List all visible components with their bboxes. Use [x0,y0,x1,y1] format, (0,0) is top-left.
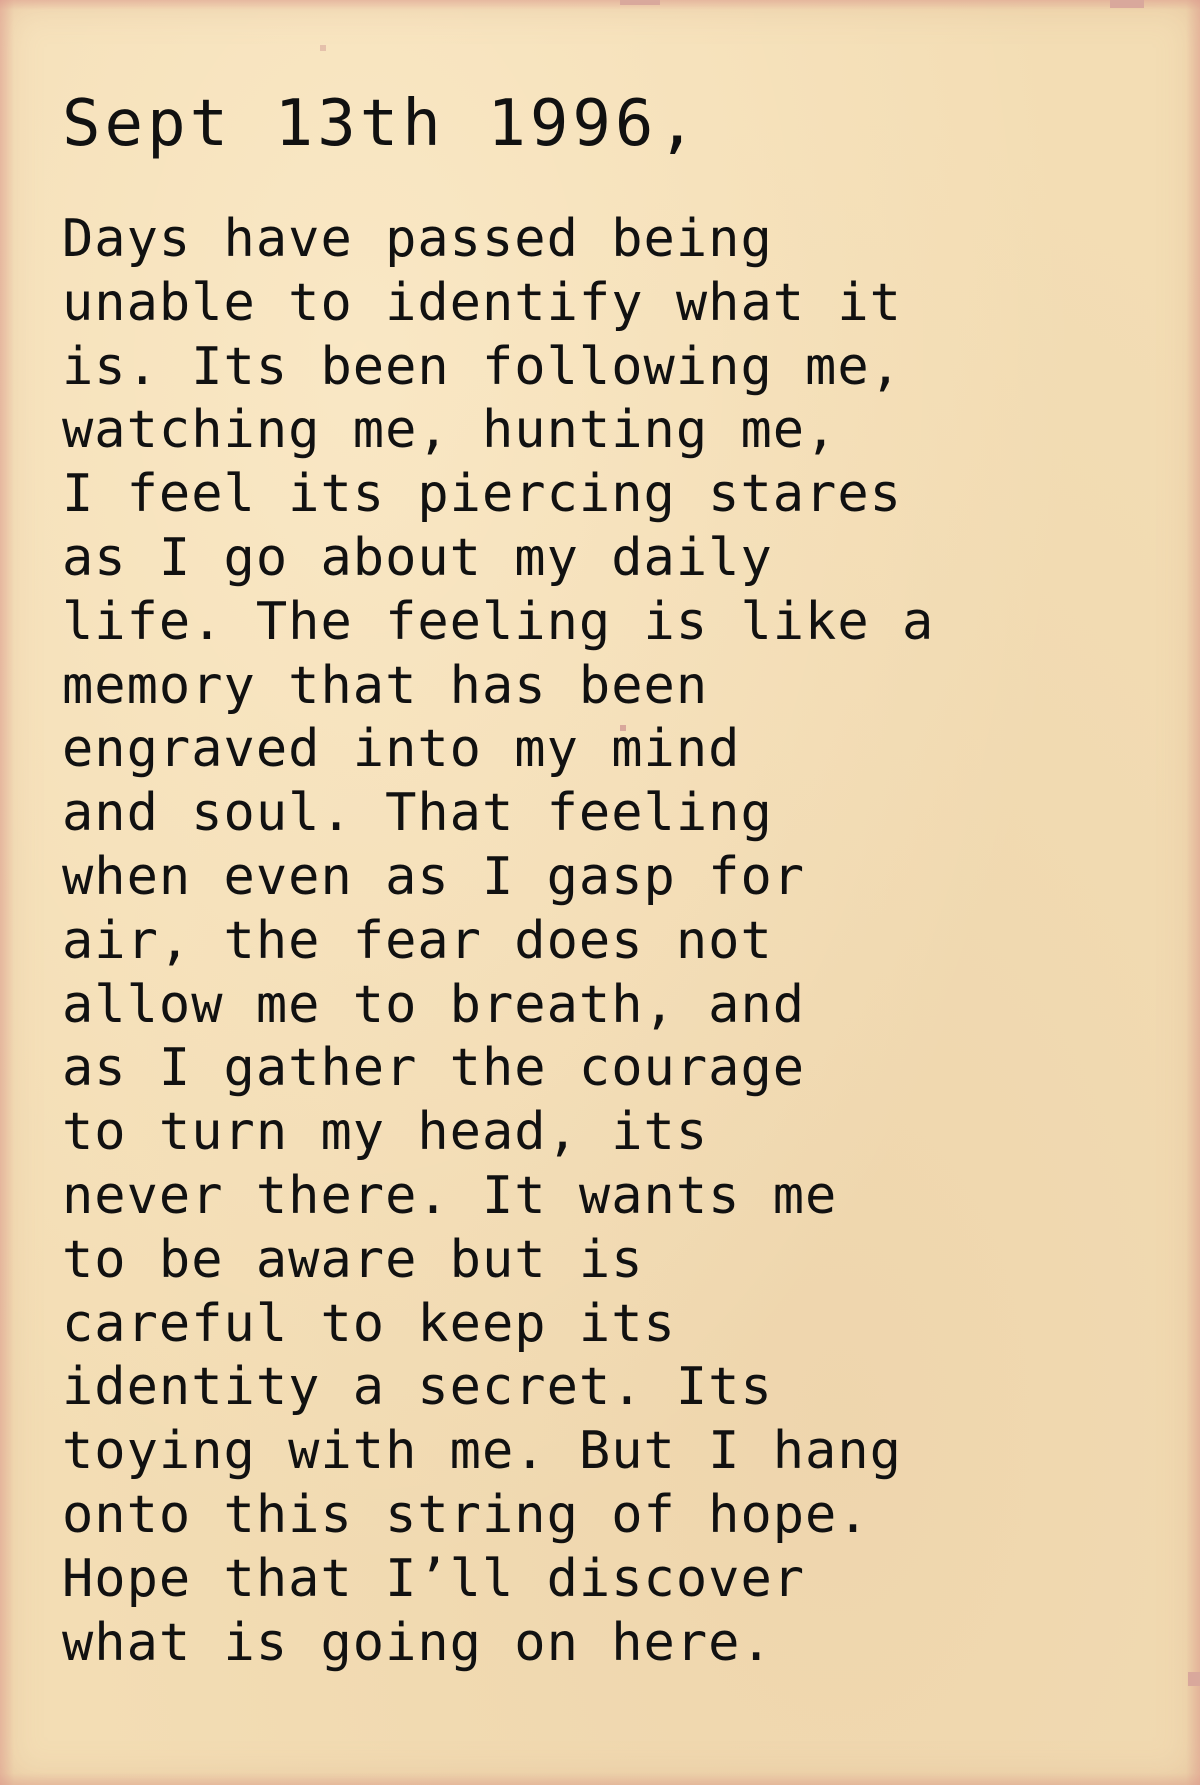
entry-line: when even as I gasp for [62,846,806,907]
page-edge-bottom [0,1773,1200,1785]
entry-line: onto this string of hope. [62,1484,870,1545]
entry-line: unable to identify what it [62,272,902,333]
entry-line: to turn my head, its [62,1102,709,1163]
entry-line: Days have passed being [62,209,773,269]
entry-line: what is going on here. [62,1612,773,1673]
page-edge-right [1186,0,1200,1785]
paper-stain [1110,0,1144,8]
entry-line: air, the fear does not [62,910,773,971]
entry-line: as I gather the courage [62,1038,806,1099]
entry-line: and soul. That feeling [62,783,773,844]
page-edge-left [0,0,14,1785]
entry-line: engraved into my mind [62,719,741,780]
entry-line: careful to keep its [62,1293,676,1354]
entry-line: Hope that I’ll discover [62,1548,806,1609]
journal-entry [62,78,1142,1675]
paper-stain [320,45,326,51]
paper-stain [1188,1672,1200,1686]
paper-stain [620,0,660,5]
entry-body [62,208,1142,1675]
entry-line: watching me, hunting me, [62,400,838,461]
entry-line: never there. It wants me [62,1165,838,1226]
entry-line: as I go about my daily [62,527,773,588]
entry-line: toying with me. But I hang [62,1421,902,1482]
entry-line: life. The feeling is like a [62,591,935,652]
entry-date: Sept 13th 1996, [62,87,700,161]
entry-line: allow me to breath, and [62,974,806,1035]
page-edge-top [0,0,1200,10]
entry-line: is. Its been following me, [62,336,902,397]
entry-line: identity a secret. Its [62,1357,773,1418]
entry-line: memory that has been [62,655,709,716]
entry-line: to be aware but is [62,1229,644,1290]
entry-line: I feel its piercing stares [62,464,902,525]
